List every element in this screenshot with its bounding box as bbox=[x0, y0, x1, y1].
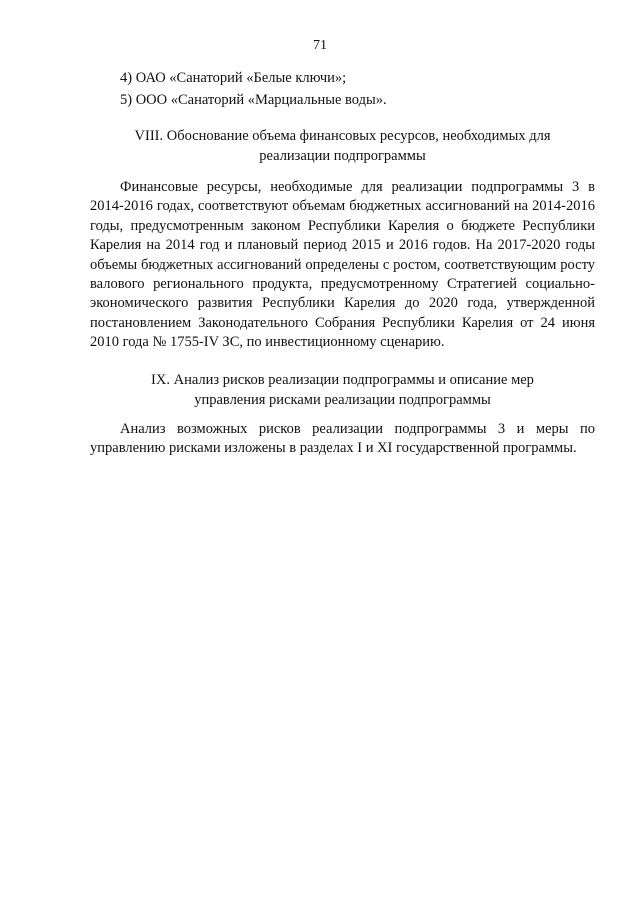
list-item-5: 5) ООО «Санаторий «Марциальные воды». bbox=[120, 92, 387, 108]
list-item-4: 4) ОАО «Санаторий «Белые ключи»; bbox=[120, 70, 347, 86]
section-9-heading-line-1: IX. Анализ рисков реализации подпрограммы и описание мер bbox=[151, 372, 534, 388]
section-9-heading bbox=[90, 370, 595, 410]
section-9-heading-line-2: управления рисками реализации подпрограммы bbox=[194, 392, 491, 408]
page-number: 71 bbox=[313, 38, 327, 53]
section-8-heading-line-2: реализации подпрограммы bbox=[259, 148, 426, 164]
section-9-paragraph: Анализ возможных рисков реализации подпрограммы 3 и меры по управлению рисками изложены в разделах I и XI государственной программы. bbox=[90, 421, 595, 457]
section-8-heading-line-1: VIII. Обоснование объема финансовых ресурсов, необходимых для bbox=[134, 128, 551, 144]
section-8-heading bbox=[90, 126, 595, 166]
section-8-paragraph: Финансовые ресурсы, необходимые для реализации подпрограммы 3 в 2014-2016 годах, соответствуют объемам бюджетных ассигнований на 2014-2016 годы, предусмотренным законом Республики Карелия о бюджете Республики Карелия на 2014 год и плановый период 2015 и 2016 годов. На 2017-2020 годы объемы бюджетных ассигнований определены с ростом, соответствующим росту валового регионального продукта, предусмотренному Стратегией социально-экономического развития Республики Карелия до 2020 года, утвержденной постановлением Законодательного Собрания Республики Карелия от 24 июня 2010 года № 1755-IV ЗС, по инвестиционному сценарию. bbox=[90, 179, 595, 351]
